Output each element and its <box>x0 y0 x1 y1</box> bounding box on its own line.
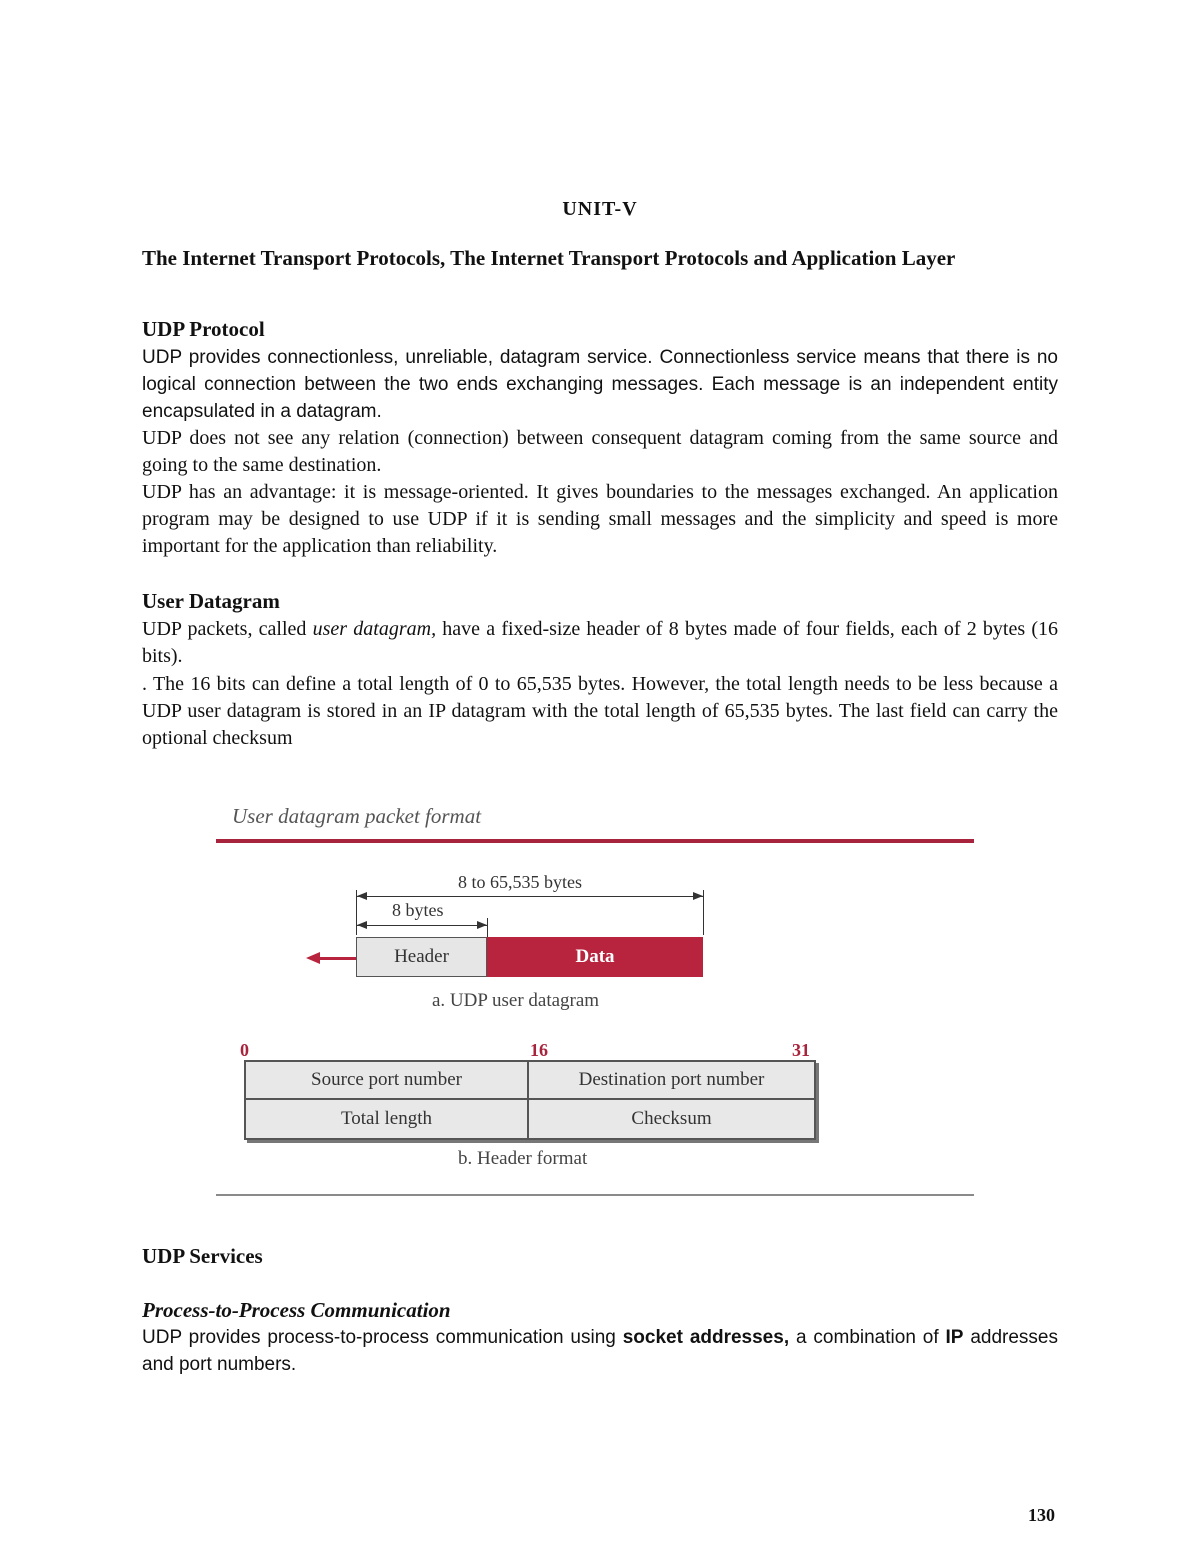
arrow-left-icon <box>357 921 367 929</box>
page-number: 130 <box>1028 1505 1055 1525</box>
figure-bottom-rule <box>216 1194 974 1196</box>
arrow-right-icon <box>693 892 703 900</box>
direction-line <box>316 957 356 960</box>
text-run: addresses and port numbers. <box>142 1327 1058 1375</box>
datagram-header-box: Header <box>356 937 487 977</box>
direction-arrow-icon <box>306 952 320 964</box>
header-format-table <box>244 1060 816 1140</box>
total-length-label: 8 to 65,535 bytes <box>458 872 582 892</box>
udp-protocol-paragraph-2: UDP does not see any relation (connection) between consequent datagram coming from the same source and going to the same destination. <box>142 427 1058 476</box>
bit-label-0: 0 <box>240 1040 249 1060</box>
dimension-tick-mid <box>487 918 488 937</box>
caption-b: b. Header format <box>458 1148 588 1169</box>
user-datagram-heading: User Datagram <box>142 589 280 613</box>
datagram-data-box: Data <box>487 937 703 977</box>
text-run: UDP provides process-to-process communication using <box>142 1327 623 1348</box>
source-port-cell: Source port number <box>246 1062 529 1100</box>
arrow-right-icon <box>477 921 487 929</box>
arrow-left-icon <box>357 892 367 900</box>
udp-services-paragraph <box>142 1324 1058 1378</box>
header-size-line <box>357 925 487 926</box>
user-datagram-paragraph-2: . The 16 bits can define a total length of 0 to 65,535 bytes. However, the total length needs to be less because a UDP user datagram is stored in an IP datagram with the total length of 65,535 bytes. The last field can carry the optional checksum <box>142 673 1058 749</box>
udp-protocol-heading: UDP Protocol <box>142 317 265 341</box>
text-run: UDP packets, called <box>142 618 313 640</box>
total-length-line <box>357 896 703 897</box>
process-to-process-heading: Process-to-Process Communication <box>142 1298 451 1322</box>
figure-top-rule <box>216 839 974 843</box>
text-run: have a fixed-size header of 8 bytes made of four fields, each of 2 bytes (16 bits). <box>142 618 1059 667</box>
total-length-cell: Total length <box>246 1100 529 1138</box>
figure-title: User datagram packet format <box>232 804 482 828</box>
udp-services-heading: UDP Services <box>142 1244 263 1268</box>
caption-a: a. UDP user datagram <box>432 990 600 1011</box>
unit-title: UNIT-V <box>562 198 638 220</box>
main-title: The Internet Transport Protocols, The Internet Transport Protocols and Application Layer <box>142 246 956 270</box>
bit-label-31: 31 <box>792 1040 810 1060</box>
destination-port-cell: Destination port number <box>529 1062 814 1100</box>
text-run: a combination of <box>789 1327 946 1348</box>
header-size-label: 8 bytes <box>392 900 444 920</box>
dimension-tick-right <box>703 890 704 935</box>
udp-protocol-paragraph-1: UDP provides connectionless, unreliable, datagram service. Connectionless service means that there is no logical connection between the two ends exchanging messages. Each message is an independent entity encapsulated in a datagram. <box>142 347 1058 422</box>
udp-protocol-paragraph-3: UDP has an advantage: it is message-oriented. It gives boundaries to the messages exchanged. An application program may be designed to use UDP if it is sending small messages and the simplicity and speed is more important for the application than reliability. <box>142 481 1058 557</box>
checksum-cell: Checksum <box>631 1108 712 1129</box>
italic-term: user datagram, <box>312 618 437 640</box>
bold-term: IP <box>945 1327 964 1348</box>
bit-label-16: 16 <box>530 1040 548 1060</box>
user-datagram-paragraph-1 <box>142 616 1058 670</box>
bold-term: socket addresses, <box>622 1327 790 1348</box>
